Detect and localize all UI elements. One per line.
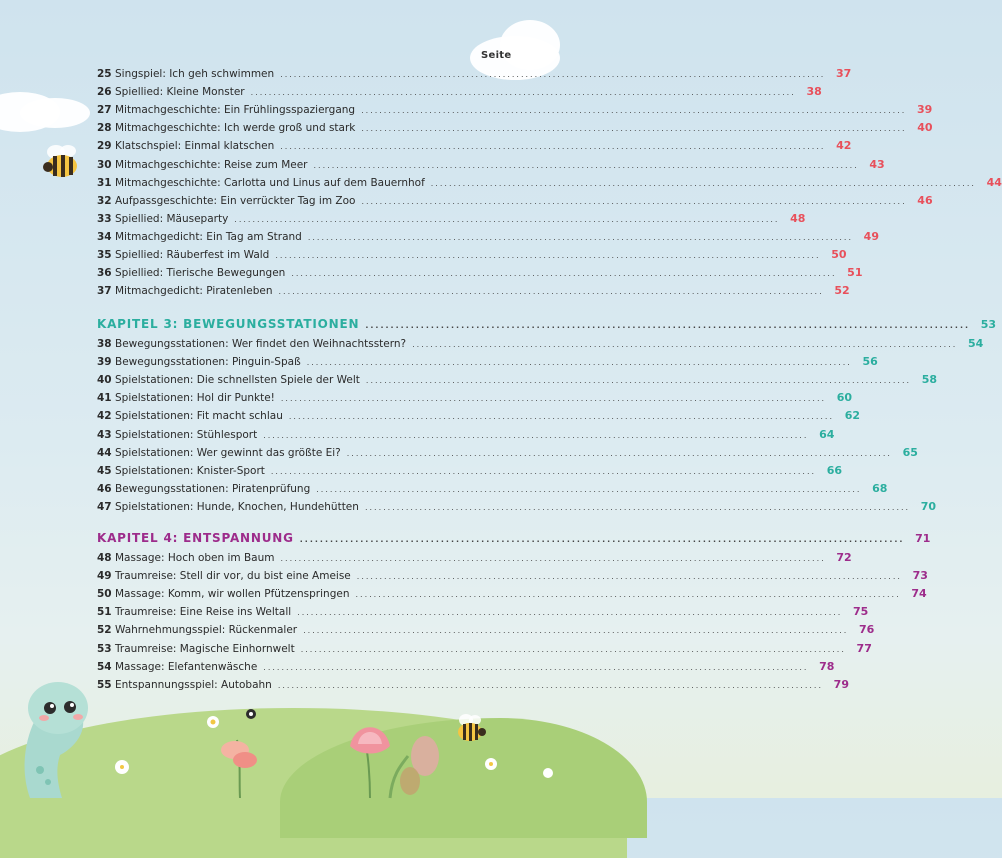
entry-page-number: 72: [836, 551, 852, 564]
entry-number: 26: [97, 86, 112, 99]
toc-entry: [97, 641, 872, 659]
dot-leader: ........................................................................................................................: [280, 554, 826, 563]
toc-entry: [97, 266, 863, 283]
entry-title: Spiellied: Kleine Monster: [115, 86, 245, 99]
entry-page-number: 66: [826, 463, 843, 477]
entry-number: 32: [97, 194, 112, 207]
dot-leader: ........................................................................................................................: [356, 572, 902, 582]
toc-entry: [97, 103, 933, 120]
entry-number: 50: [97, 588, 112, 601]
toc-entry: [97, 355, 878, 372]
entry-title: Wahrnehmungsspiel: Rückenmaler: [115, 624, 298, 637]
entry-number: 29: [97, 140, 112, 153]
entry-number: 34: [97, 230, 112, 243]
toc-entry: [97, 551, 852, 568]
entry-page-number: 48: [790, 211, 806, 225]
entry-number: 43: [97, 428, 112, 441]
entry-number: 52: [97, 624, 112, 637]
entry-title: Spiellied: Tierische Bewegungen: [115, 267, 286, 280]
bee-icon: [452, 712, 488, 746]
toc-entry: [97, 284, 850, 301]
dot-leader: ........................................................................................................................: [303, 626, 849, 636]
dot-leader: ........................................................................................................................: [270, 466, 817, 476]
cloud-illustration: [500, 20, 560, 70]
entry-title: Massage: Komm, wir wollen Pfützenspringen: [115, 588, 350, 601]
toc-entry: [97, 659, 835, 677]
toc-entry: [97, 499, 937, 517]
entry-page-number: 44: [986, 175, 1002, 189]
entry-title: Spielstationen: Wer gewinnt das größte Ei?: [115, 446, 341, 459]
dot-leader: ........................................................................................................................: [430, 178, 976, 188]
toc-entry: [97, 139, 852, 156]
entry-title: Spiellied: Mäuseparty: [115, 212, 229, 225]
dot-leader: ........................................................................................................................: [280, 70, 826, 79]
entry-page-number: 38: [806, 85, 822, 99]
toc-entry: [97, 175, 1002, 193]
entry-number: 38: [97, 338, 112, 350]
entry-title: Massage: Hoch oben im Baum: [115, 552, 275, 564]
entry-title: Bewegungsstationen: Piratenprüfung: [115, 482, 311, 495]
entry-page-number: 77: [856, 641, 872, 655]
entry-number: 27: [97, 104, 112, 117]
dot-leader: ........................................................................................................................: [361, 106, 907, 116]
dot-leader: ........................................................................................................................: [306, 358, 852, 368]
entry-page-number: 51: [847, 266, 863, 280]
entry-page-number: 39: [916, 103, 933, 117]
entry-title: Klatschspiel: Einmal klatschen: [115, 140, 275, 153]
flower-illustration: [330, 716, 450, 798]
entry-number: 53: [97, 642, 112, 655]
entry-number: 33: [97, 212, 112, 225]
entry-number: 30: [97, 158, 112, 171]
chapter-heading: [97, 317, 997, 335]
toc-entry: [97, 373, 938, 390]
dot-leader: ........................................................................................................................: [291, 269, 837, 279]
entry-number: 47: [97, 500, 112, 513]
dot-leader: ........................................................................................................................: [412, 340, 958, 349]
entry-page-number: 52: [834, 284, 850, 298]
toc-entry: [97, 569, 928, 586]
chapter-heading: [97, 531, 931, 549]
entry-title: Mitmachgeschichte: Ein Frühlingsspaziergang: [115, 104, 356, 117]
entry-number: 48: [97, 552, 112, 564]
entry-page-number: 68: [872, 481, 888, 495]
toc-entry: [97, 85, 822, 102]
dot-leader: ........................................................................................................................: [365, 321, 971, 330]
dot-leader: ........................................................................................................................: [346, 448, 892, 458]
entry-title: Mitmachgeschichte: Reise zum Meer: [115, 158, 308, 171]
entry-title: Mitmachgedicht: Piratenleben: [115, 285, 273, 298]
entry-page-number: 54: [967, 337, 984, 350]
entry-page-number: 37: [836, 67, 852, 80]
dot-leader: ........................................................................................................................: [263, 662, 809, 672]
entry-number: 39: [97, 356, 112, 369]
dot-leader: ........................................................................................................................: [280, 142, 826, 152]
chapter-title: KAPITEL 4: ENTSPANNUNG: [97, 531, 294, 545]
entry-page-number: 58: [921, 373, 938, 387]
entry-title: Singspiel: Ich geh schwimmen: [115, 68, 275, 80]
dot-leader: ........................................................................................................................: [275, 251, 821, 260]
toc-entry: [97, 229, 879, 247]
entry-page-number: 46: [917, 193, 933, 207]
dot-leader: ........................................................................................................................: [364, 502, 911, 512]
daisy-icon: [120, 765, 124, 769]
bee-icon: [40, 142, 84, 184]
dot-leader: ........................................................................................................................: [297, 608, 843, 618]
toc-entry: [97, 623, 875, 640]
flower-illustration: [195, 700, 285, 798]
entry-title: Mitmachgedicht: Ein Tag am Strand: [115, 230, 302, 243]
entry-number: 49: [97, 570, 112, 583]
toc-entry: [97, 157, 885, 175]
entry-number: 41: [97, 392, 112, 405]
entry-page-number: 73: [912, 569, 928, 583]
entry-title: Spielstationen: Stühlesport: [115, 428, 258, 441]
dot-leader: ........................................................................................................................: [361, 196, 907, 206]
entry-number: 25: [97, 68, 112, 80]
entry-title: Spielstationen: Fit macht schlau: [115, 410, 283, 423]
entry-number: 37: [97, 285, 112, 298]
toc-entry: [97, 248, 847, 265]
toc-entry: [97, 445, 918, 463]
entry-number: 40: [97, 374, 112, 387]
dot-leader: ........................................................................................................................: [234, 214, 780, 224]
entry-page-number: 75: [853, 605, 869, 619]
toc-entry: [97, 587, 927, 604]
dot-leader: ........................................................................................................................: [307, 232, 853, 242]
toc-entry: [97, 677, 849, 695]
entry-title: Bewegungsstationen: Wer findet den Weihnachtsstern?: [115, 338, 407, 350]
dot-leader: ........................................................................................................................: [313, 160, 859, 170]
entry-number: 36: [97, 267, 112, 280]
toc-entry: [97, 391, 853, 408]
entry-title: Aufpassgeschichte: Ein verrückter Tag im Zoo: [115, 194, 356, 207]
entry-page-number: 79: [833, 677, 849, 691]
chapter-page-number: 53: [980, 318, 997, 331]
page-column-heading: Seite: [481, 50, 512, 61]
entry-title: Massage: Elefantenwäsche: [115, 660, 258, 673]
entry-number: 55: [97, 678, 112, 691]
toc-entry: [97, 193, 933, 211]
entry-title: Traumreise: Stell dir vor, du bist eine Ameise: [115, 570, 351, 583]
entry-title: Mitmachgeschichte: Carlotta und Linus auf dem Bauernhof: [115, 176, 425, 189]
entry-page-number: 50: [831, 248, 847, 261]
cloud-illustration: [20, 98, 90, 128]
dot-leader: ........................................................................................................................: [365, 376, 912, 386]
entry-page-number: 70: [920, 499, 937, 513]
toc-entry: [97, 605, 869, 622]
dot-leader: ........................................................................................................................: [280, 394, 827, 404]
dot-leader: ........................................................................................................................: [277, 680, 823, 690]
entry-title: Traumreise: Magische Einhornwelt: [115, 642, 295, 655]
chapter-page-number: 71: [915, 532, 931, 545]
entry-number: 31: [97, 176, 112, 189]
toc-entry: [97, 337, 984, 354]
toc-entry: [97, 481, 888, 499]
toc-entry: [97, 67, 852, 84]
dot-leader: ........................................................................................................................: [299, 535, 905, 544]
entry-number: 45: [97, 464, 112, 477]
entry-number: 28: [97, 122, 112, 135]
entry-title: Spiellied: Räuberfest im Wald: [115, 249, 270, 261]
entry-number: 54: [97, 660, 112, 673]
entry-page-number: 56: [862, 355, 878, 369]
entry-number: 42: [97, 410, 112, 423]
chapter-title: KAPITEL 3: BEWEGUNGSSTATIONEN: [97, 317, 360, 331]
toc-entry: [97, 409, 861, 426]
entry-page-number: 40: [917, 121, 933, 135]
dot-leader: ........................................................................................................................: [263, 430, 809, 440]
dot-leader: ........................................................................................................................: [300, 644, 846, 654]
entry-page-number: 42: [836, 139, 852, 153]
daisy-icon: [489, 762, 493, 766]
entry-page-number: 62: [844, 409, 861, 423]
toc-entry: [97, 211, 806, 229]
dot-leader: ........................................................................................................................: [250, 88, 796, 98]
entry-page-number: 76: [858, 623, 875, 637]
dinosaur-illustration: [0, 660, 95, 798]
entry-page-number: 74: [911, 587, 927, 601]
dot-leader: ........................................................................................................................: [288, 412, 835, 422]
entry-number: 46: [97, 482, 112, 495]
entry-title: Bewegungsstationen: Pinguin-Spaß: [115, 356, 301, 369]
dot-leader: ........................................................................................................................: [355, 590, 901, 600]
entry-page-number: 64: [819, 427, 835, 441]
entry-page-number: 60: [836, 391, 853, 405]
entry-title: Entspannungsspiel: Autobahn: [115, 678, 272, 691]
entry-page-number: 78: [819, 659, 835, 673]
entry-page-number: 49: [863, 229, 879, 243]
daisy-icon: [543, 768, 553, 778]
dot-leader: ........................................................................................................................: [361, 124, 907, 134]
toc-entry: [97, 427, 835, 445]
entry-page-number: 43: [869, 157, 885, 171]
dot-leader: ........................................................................................................................: [278, 287, 824, 297]
entry-title: Traumreise: Eine Reise ins Weltall: [115, 606, 292, 619]
entry-page-number: 65: [902, 445, 918, 459]
entry-title: Spielstationen: Hunde, Knochen, Hundehütten: [115, 500, 359, 513]
entry-title: Mitmachgeschichte: Ich werde groß und stark: [115, 122, 356, 135]
entry-number: 51: [97, 606, 112, 619]
entry-title: Spielstationen: Die schnellsten Spiele der Welt: [115, 374, 360, 387]
entry-title: Spielstationen: Knister-Sport: [115, 464, 265, 477]
entry-number: 44: [97, 446, 112, 459]
toc-entry: [97, 463, 843, 481]
entry-title: Spielstationen: Hol dir Punkte!: [115, 392, 275, 405]
toc-entry: [97, 121, 933, 138]
dot-leader: ........................................................................................................................: [316, 484, 862, 494]
entry-number: 35: [97, 249, 112, 261]
